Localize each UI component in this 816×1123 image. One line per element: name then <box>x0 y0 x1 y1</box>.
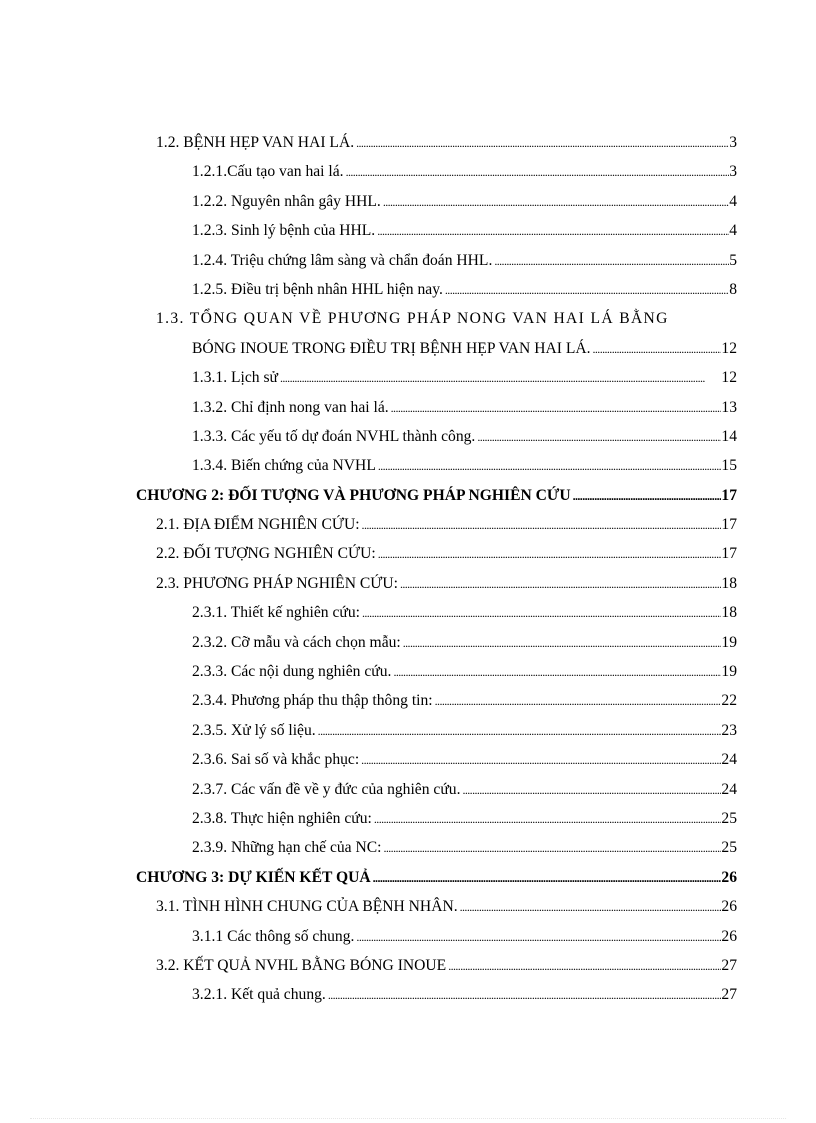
toc-leader-dots <box>356 923 721 952</box>
toc-entry-title: 1.3.4. Biến chứng của NVHL <box>192 457 376 475</box>
toc-entry-title: 2.2. ĐỐI TƯỢNG NGHIÊN CỨU: <box>156 545 376 563</box>
toc-entry-page: 13 <box>721 398 737 416</box>
toc-entry-page: 4 <box>729 192 737 210</box>
toc-leader-dots <box>593 335 722 364</box>
toc-entry-page: 5 <box>729 251 737 269</box>
toc-entry-title: 2.3.7. Các vấn đề về y đức của nghiên cứu. <box>192 780 461 798</box>
toc-entry-page: 17 <box>721 516 737 534</box>
toc-entry-page: 17 <box>721 545 737 563</box>
toc-entry-page: 15 <box>721 457 737 475</box>
toc-leader-dots <box>403 629 722 658</box>
toc-leader-dots <box>462 776 721 805</box>
toc-entry-title: 3.2. KẾT QUẢ NVHL BẰNG BÓNG INOUE <box>156 956 447 974</box>
toc-leader-dots <box>435 687 722 716</box>
toc-entry-title: 1.2. BỆNH HẸP VAN HAI LÁ. <box>156 134 355 151</box>
toc-leader-dots <box>356 129 729 158</box>
toc-leader-dots <box>377 217 729 246</box>
toc-entry[interactable] <box>0 892 816 921</box>
toc-entry[interactable] <box>0 157 816 186</box>
toc-leader-dots <box>374 805 722 834</box>
toc-entry-title: 2.3.5. Xử lý số liệu. <box>192 721 316 739</box>
toc-entry-page: 27 <box>721 956 737 974</box>
toc-entry[interactable] <box>0 922 816 951</box>
toc-entry-title: 1.3. TỔNG QUAN VỀ PHƯƠNG PHÁP NONG VAN HAI LÁ BẰNG <box>156 310 669 328</box>
toc-entry-title: 1.2.2. Nguyên nhân gây HHL. <box>192 192 381 210</box>
toc-entry-title: 2.3.2. Cỡ mẫu và cách chọn mẫu: <box>192 633 401 651</box>
toc-leader-dots <box>362 599 721 628</box>
toc-entry-page: 14 <box>721 427 737 445</box>
toc-entry-title: 1.2.3. Sinh lý bệnh của HHL. <box>192 222 376 240</box>
toc-leader-dots <box>383 188 729 217</box>
toc-entry-title: 1.3.3. Các yếu tố dự đoán NVHL thành công. <box>192 427 476 445</box>
toc-entry-title: 2.3.6. Sai số và khắc phục: <box>192 751 360 769</box>
toc-entry[interactable] <box>0 216 816 245</box>
page-bottom-divider <box>30 1118 786 1119</box>
toc-entry-title: CHƯƠNG 2: ĐỐI TƯỢNG VÀ PHƯƠNG PHÁP NGHIÊN CỨU <box>136 486 571 504</box>
toc-leader-dots <box>494 247 729 276</box>
toc-entry[interactable] <box>0 393 816 422</box>
toc-chapter-entry[interactable] <box>0 863 816 892</box>
toc-entry-title: 2.3. PHƯƠNG PHÁP NGHIÊN CỨU: <box>156 574 398 592</box>
toc-leader-dots <box>361 746 721 775</box>
toc-entry[interactable] <box>0 716 816 745</box>
toc-entry[interactable] <box>0 510 816 539</box>
toc-entry-title: 3.1.1 Các thông số chung. <box>192 927 355 945</box>
toc-leader-dots <box>346 158 730 187</box>
toc-entry[interactable] <box>0 745 816 774</box>
toc-entry-page: 26 <box>721 868 737 886</box>
toc-entry-page: 3 <box>729 163 737 181</box>
toc-entry-title: 1.3.1. Lịch sử <box>192 369 278 387</box>
toc-entry[interactable] <box>0 775 816 804</box>
toc-entry[interactable] <box>0 363 816 392</box>
toc-entry-continuation[interactable] <box>0 334 816 363</box>
toc-entry-page: 12 <box>721 369 737 387</box>
toc-entry-page: 26 <box>721 927 737 945</box>
toc-leader-dots <box>362 511 722 540</box>
toc-entry-page: 18 <box>721 574 737 592</box>
table-of-contents <box>0 128 816 1010</box>
toc-entry[interactable] <box>0 569 816 598</box>
toc-entry-title: 1.2.5. Điều trị bệnh nhân HHL hiện nay. <box>192 280 443 298</box>
toc-leader-dots <box>280 364 721 393</box>
toc-entry-page: 25 <box>721 809 737 827</box>
toc-leader-dots <box>400 570 721 599</box>
toc-entry-title: 2.3.3. Các nội dung nghiên cứu. <box>192 663 392 681</box>
toc-leader-dots <box>477 423 721 452</box>
toc-entry[interactable] <box>0 833 816 862</box>
toc-leader-dots <box>445 276 729 305</box>
toc-entry-page: 12 <box>721 339 737 357</box>
toc-entry-page: 25 <box>721 839 737 857</box>
toc-entry-title: BÓNG INOUE TRONG ĐIỀU TRỊ BỆNH HẸP VAN HAI LÁ. <box>192 339 591 357</box>
toc-entry-title: 1.2.4. Triệu chứng lâm sàng và chẩn đoán HHL. <box>192 251 493 269</box>
toc-entry-title: 2.3.4. Phương pháp thu thập thông tin: <box>192 692 433 710</box>
toc-entry[interactable] <box>0 128 816 157</box>
toc-entry[interactable] <box>0 686 816 715</box>
toc-entry[interactable] <box>0 980 816 1009</box>
toc-entry-page: 26 <box>721 898 737 916</box>
toc-entry-page: 8 <box>729 280 737 298</box>
toc-entry-page: 19 <box>721 663 737 681</box>
toc-entry[interactable] <box>0 275 816 304</box>
toc-entry[interactable] <box>0 246 816 275</box>
toc-entry[interactable] <box>0 628 816 657</box>
toc-leader-dots <box>448 952 721 981</box>
toc-entry-title: 3.2.1. Kết quả chung. <box>192 986 326 1004</box>
toc-chapter-entry[interactable] <box>0 481 816 510</box>
toc-leader-dots <box>393 658 721 687</box>
toc-entry-title: 3.1. TÌNH HÌNH CHUNG CỦA BỆNH NHÂN. <box>156 898 458 916</box>
toc-leader-dots <box>328 981 722 1010</box>
toc-leader-dots <box>318 717 722 746</box>
toc-entry[interactable] <box>0 598 816 627</box>
toc-entry-title: 2.1. ĐỊA ĐIỂM NGHIÊN CỨU: <box>156 516 360 534</box>
toc-entry-title: 2.3.8. Thực hiện nghiên cứu: <box>192 809 372 827</box>
toc-leader-dots <box>573 482 722 511</box>
toc-entry-page: 24 <box>721 751 737 769</box>
toc-entry-title: 2.3.9. Những hạn chế của NC: <box>192 839 382 857</box>
toc-entry-page: 17 <box>721 486 737 504</box>
toc-entry-wrapped[interactable] <box>0 304 816 333</box>
toc-entry[interactable] <box>0 539 816 568</box>
toc-entry[interactable] <box>0 451 816 480</box>
toc-entry-page: 3 <box>729 134 737 151</box>
toc-entry-page: 24 <box>721 780 737 798</box>
toc-entry-title: 2.3.1. Thiết kế nghiên cứu: <box>192 604 360 622</box>
toc-entry-page: 22 <box>721 692 737 710</box>
toc-entry-page: 27 <box>721 986 737 1004</box>
toc-leader-dots <box>378 452 722 481</box>
toc-leader-dots <box>460 893 722 922</box>
toc-entry[interactable] <box>0 187 816 216</box>
toc-entry[interactable] <box>0 657 816 686</box>
toc-leader-dots <box>383 834 721 863</box>
toc-entry-page: 4 <box>729 222 737 240</box>
toc-entry-title: 1.2.1.Cấu tạo van hai lá. <box>192 163 344 181</box>
toc-entry[interactable] <box>0 422 816 451</box>
toc-entry-page: 23 <box>721 721 737 739</box>
toc-leader-dots <box>378 540 722 569</box>
toc-entry-title: 1.3.2. Chỉ định nong van hai lá. <box>192 398 389 416</box>
toc-entry-title: CHƯƠNG 3: DỰ KIẾN KẾT QUẢ <box>136 868 371 886</box>
toc-entry-page: 18 <box>721 604 737 622</box>
toc-entry-page: 19 <box>721 633 737 651</box>
toc-leader-dots <box>391 394 722 423</box>
toc-leader-dots <box>373 864 722 893</box>
toc-entry[interactable] <box>0 804 816 833</box>
toc-entry[interactable] <box>0 951 816 980</box>
